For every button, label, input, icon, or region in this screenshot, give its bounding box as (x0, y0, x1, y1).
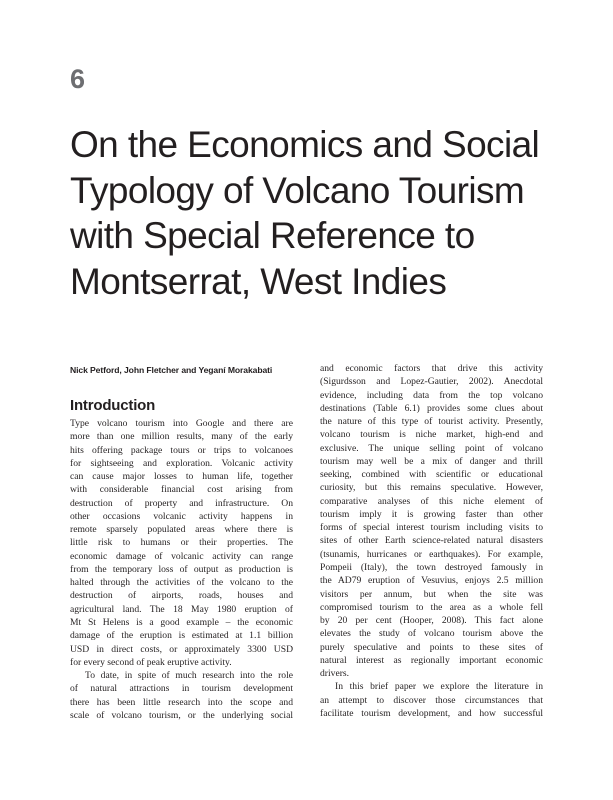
chapter-title (70, 122, 550, 304)
text-line: evidence, including data from the top volcano (320, 389, 543, 401)
text-line: little risk to humans or their properties. The (70, 537, 293, 549)
body-text-right-column (320, 362, 543, 720)
text-line: To date, in spite of much research into the role (85, 670, 293, 682)
text-line: Mt St Helens is a good example – the economic (70, 616, 293, 628)
text-line: Type volcano tourism into Google and there are (70, 418, 293, 429)
text-line: halted through the activities of the volcano to the (70, 577, 293, 589)
chapter-number: 6 (70, 64, 86, 94)
text-line: economic damage of volcanic activity can range (70, 550, 293, 562)
text-line: destruction of airports, roads, houses and (70, 590, 293, 602)
text-line: for every second of peak eruptive activity. (70, 656, 232, 668)
text-line: agricultural land. The 18 May 1980 eruption of (70, 603, 293, 615)
chapter-title-line: Typology of Volcano Tourism (70, 169, 525, 211)
text-line: of natural attractions in tourism development (70, 683, 293, 695)
text-line: the AD79 eruption of Vesuvius, enjoys 2.5 million (320, 575, 543, 587)
text-line: In this brief paper we explore the literature in (335, 681, 543, 693)
text-line: damage of the eruption is estimated at 1.1 billion (70, 630, 293, 642)
text-line: comparative analyses of this niche element of (320, 495, 543, 507)
chapter-title-line: with Special Reference to (70, 215, 475, 256)
text-line: remote sparsely populated areas where there is (70, 524, 293, 536)
text-line: purely speculative and points to these sites of (320, 641, 543, 653)
text-line: an attempt to discover those circumstances that (320, 694, 543, 706)
text-line: compromised tourism to the area as a whole fell (320, 601, 543, 613)
text-line: visitors per annum, but when the site was (320, 588, 543, 600)
text-line: with considerable financial cost arising from (70, 484, 293, 496)
text-line: USD in direct costs, or approximately 3300 USD (70, 643, 293, 655)
text-line: forms of special interest tourism including visits to (320, 522, 543, 534)
text-line: facilitate tourism development, and how successful (320, 707, 543, 719)
text-line: (tsunamis, hurricanes or earthquakes). For example, (320, 548, 543, 560)
text-line: exclusive. The unique selling point of volcano (320, 442, 543, 454)
text-line: destinations (Table 6.1) provides some clues about (320, 402, 543, 414)
text-line: by 20 per cent (Hooper, 2008). This fact alone (320, 615, 543, 627)
author-names: Nick Petford, John Fletcher and Yeganí Morakabati (70, 365, 273, 375)
text-line: destruction of property and infrastructure. On (70, 497, 293, 509)
text-line: tourism imply it is growing faster than other (320, 508, 543, 520)
text-line: for sightseeing and exploration. Volcanic activity (70, 457, 293, 469)
text-line: from the temporary loss of output as production is (70, 563, 293, 575)
text-line: drivers. (320, 668, 350, 680)
text-line: seeking, combined with scientific or educational (320, 469, 543, 481)
text-line: natural interest as regionally important economic (320, 654, 543, 666)
body-text-left-column (70, 417, 293, 722)
chapter-title-line: Montserrat, West Indies (70, 260, 447, 302)
text-line: (Sigurdsson and Lopez-Gautier, 2002). Anecdotal (320, 376, 543, 388)
text-line: hits offering package tours or trips to volcanoes (70, 444, 293, 456)
text-line: curiosity, but this remains speculative. However, (320, 482, 543, 494)
text-line: volcano tourism is niche market, high-end and (320, 429, 543, 441)
text-line: other occasions volcanic activity happens in (70, 510, 293, 522)
section-heading-introduction: Introduction (70, 397, 156, 414)
text-line: and economic factors that drive this activity (320, 363, 543, 374)
text-line: more than one million results, many of the early (70, 431, 293, 443)
text-line: there has been little research into the scope and (70, 696, 293, 708)
text-line: the nature of this type of tourist activity. Presently, (320, 416, 543, 428)
text-line: can cause major losses to human life, together (70, 471, 293, 483)
text-line: sites of other Earth science-related natural disasters (320, 535, 543, 547)
text-line: scale of volcano tourism, or the underlying social (70, 709, 293, 721)
chapter-title-line: On the Economics and Social (70, 124, 540, 165)
text-line: elevates the study of volcano tourism above the (320, 628, 543, 640)
text-line: Pompeii (Italy), the town destroyed famously in (320, 561, 543, 573)
text-line: tourism may well be a mix of danger and thrill (320, 455, 543, 467)
